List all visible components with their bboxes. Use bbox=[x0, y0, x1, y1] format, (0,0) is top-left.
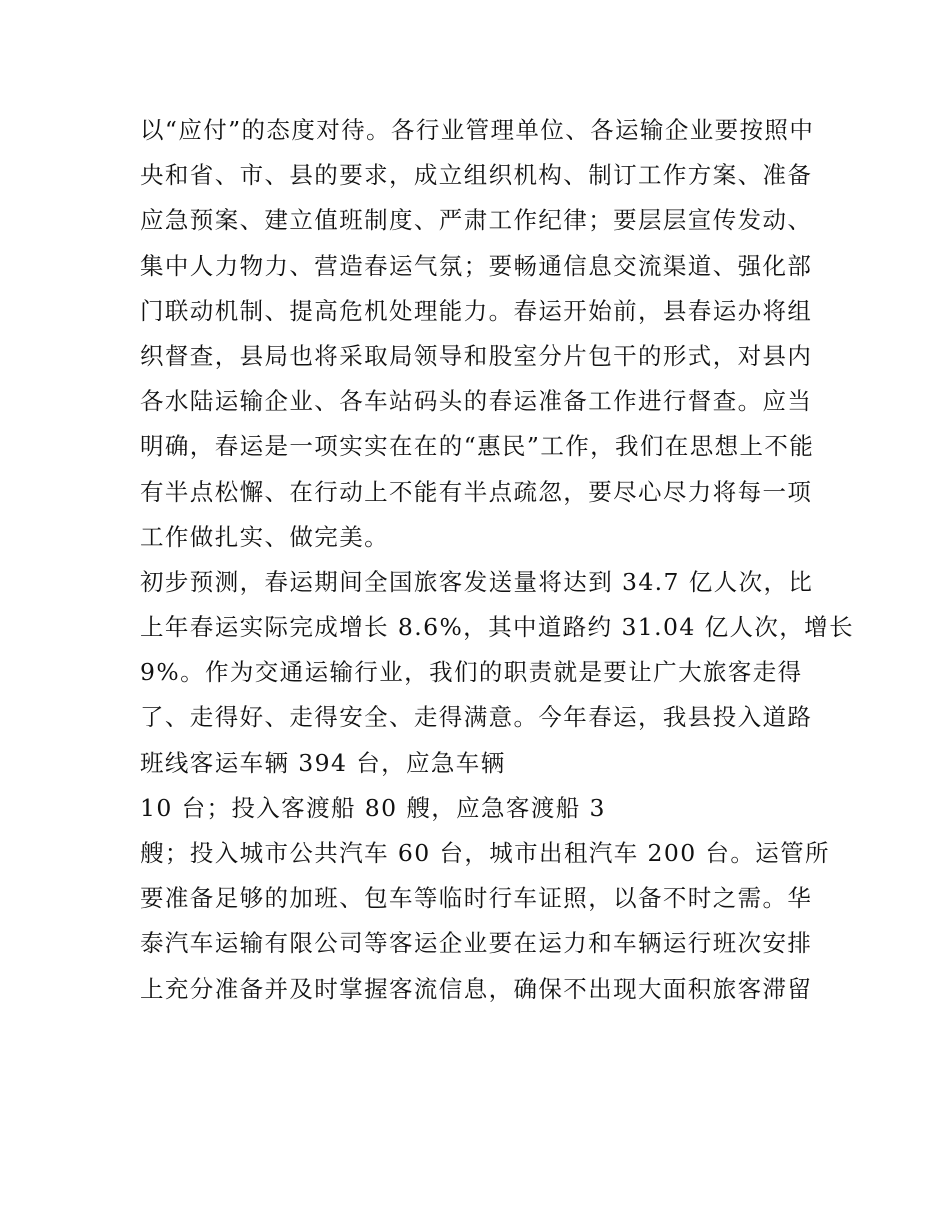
text-line: 织督查，县局也将采取局领导和股室分片包干的形式，对县内 bbox=[140, 341, 813, 370]
text-line: 了、走得好、走得安全、走得满意。今年春运，我县投入道路 bbox=[140, 703, 813, 732]
text-line: 集中人力物力、营造春运气氛；要畅通信息交流渠道、强化部 bbox=[140, 251, 813, 280]
text-line: 明确，春运是一项实实在在的“惠民”工作，我们在思想上不能 bbox=[140, 432, 815, 461]
text-line: 泰汽车运输有限公司等客运企业要在运力和车辆运行班次安排 bbox=[140, 929, 813, 958]
body-text bbox=[140, 108, 854, 1012]
text-line: 班线客运车辆 394 台，应急车辆 bbox=[140, 748, 506, 777]
text-line: 央和省、市、县的要求，成立组织机构、制订工作方案、准备 bbox=[140, 161, 813, 190]
text-line: 上充分准备并及时掌握客流信息，确保不出现大面积旅客滞留 bbox=[140, 974, 813, 1003]
text-line: 各水陆运输企业、各车站码头的春运准备工作进行督查。应当 bbox=[140, 387, 813, 416]
text-line: 要准备足够的加班、包车等临时行车证照，以备不时之需。华 bbox=[140, 884, 813, 913]
text-line: 以“应付”的态度对待。各行业管理单位、各运输企业要按照中 bbox=[140, 116, 815, 144]
text-line: 初步预测，春运期间全国旅客发送量将达到 34.7 亿人次，比 bbox=[140, 567, 814, 596]
text-line: 工作做扎实、做完美。 bbox=[140, 522, 389, 551]
text-line: 应急预案、建立值班制度、严肃工作纪律；要层层宣传发动、 bbox=[140, 206, 813, 235]
text-line: 有半点松懈、在行动上不能有半点疏忽，要尽心尽力将每一项 bbox=[140, 477, 813, 506]
text-line: 10 台；投入客渡船 80 艘，应急客渡船 3 bbox=[140, 793, 606, 822]
text-line: 9%。作为交通运输行业，我们的职责就是要让广大旅客走得 bbox=[140, 658, 803, 687]
text-line: 艘；投入城市公共汽车 60 台，城市出租汽车 200 台。运管所 bbox=[140, 839, 830, 867]
text-line: 上年春运实际完成增长 8.6%，其中道路约 31.04 亿人次，增长 bbox=[140, 613, 854, 642]
text-line: 门联动机制、提高危机处理能力。春运开始前，县春运办将组 bbox=[140, 296, 813, 325]
